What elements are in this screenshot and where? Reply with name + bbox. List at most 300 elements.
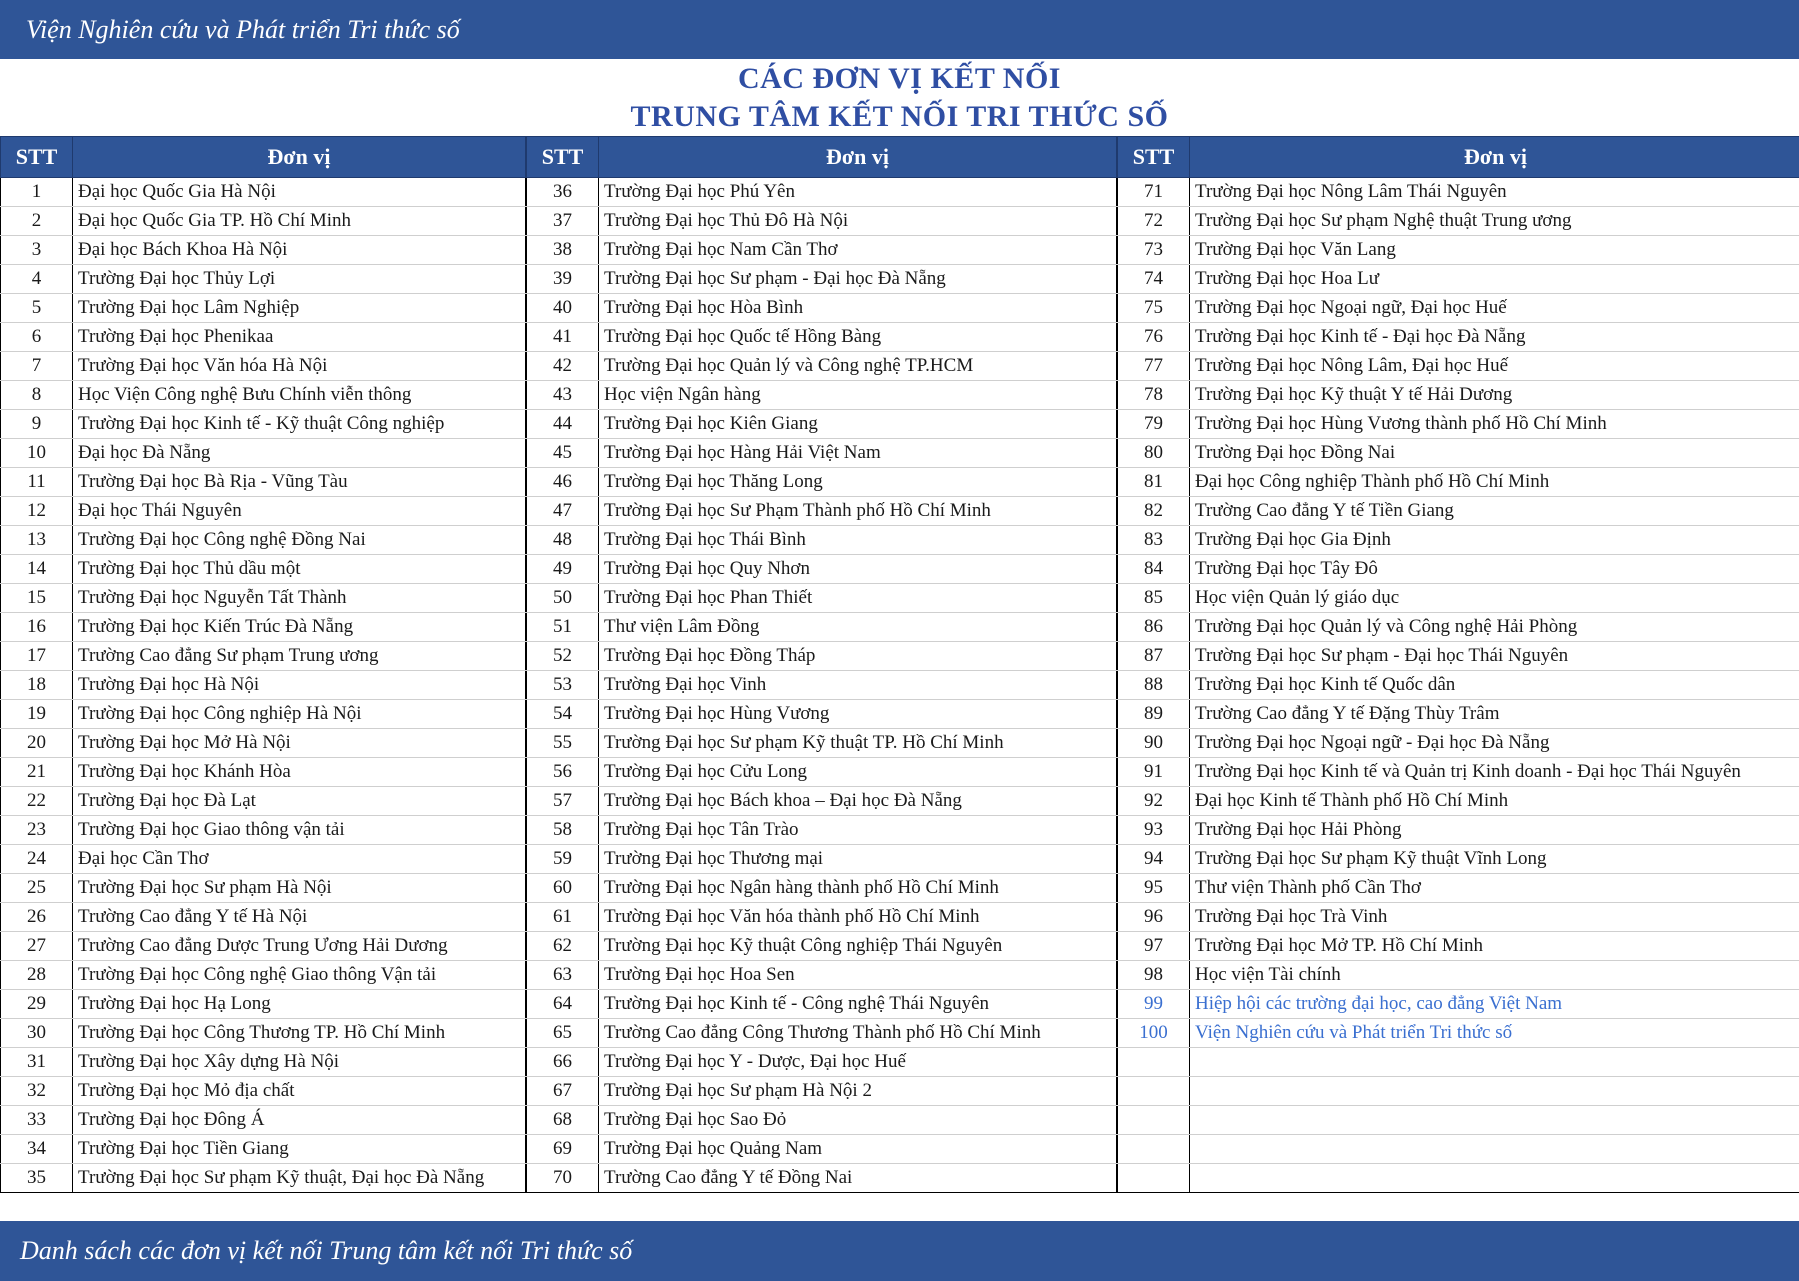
bottom-banner <box>0 1221 1799 1281</box>
table-row <box>527 1135 1117 1164</box>
row-stt: 51 <box>527 613 599 642</box>
row-unit-name: Trường Đại học Hùng Vương thành phố Hồ Chí Minh <box>1190 410 1799 439</box>
row-unit-name: Trường Đại học Nông Lâm Thái Nguyên <box>1190 178 1799 207</box>
table-row <box>1 1019 526 1048</box>
row-stt: 54 <box>527 700 599 729</box>
row-unit-name: Học viện Ngân hàng <box>599 381 1117 410</box>
table-row <box>527 1077 1117 1106</box>
row-stt: 70 <box>527 1164 599 1193</box>
table-row <box>1 381 526 410</box>
page-title-line1: CÁC ĐƠN VỊ KẾT NỐI <box>738 62 1061 95</box>
row-stt: 93 <box>1118 816 1190 845</box>
table-row <box>1 845 526 874</box>
table-row <box>1 439 526 468</box>
table-row <box>527 1106 1117 1135</box>
row-stt: 92 <box>1118 787 1190 816</box>
table-row <box>1118 468 1799 497</box>
row-unit-name: Trường Đại học Kiên Giang <box>599 410 1117 439</box>
row-stt: 49 <box>527 555 599 584</box>
row-unit-name: Trường Đại học Quy Nhơn <box>599 555 1117 584</box>
table-row <box>1118 439 1799 468</box>
row-unit-name: Đại học Kinh tế Thành phố Hồ Chí Minh <box>1190 787 1799 816</box>
row-stt: 4 <box>1 265 73 294</box>
row-unit-name: Trường Đại học Lâm Nghiệp <box>73 294 526 323</box>
row-stt <box>1118 1106 1190 1135</box>
row-unit-name: Trường Đại học Trà Vinh <box>1190 903 1799 932</box>
unit-header: Đơn vị <box>599 137 1117 178</box>
row-stt: 100 <box>1118 1019 1190 1048</box>
table-row <box>1 410 526 439</box>
row-unit-name: Trường Đại học Cửu Long <box>599 758 1117 787</box>
row-stt: 81 <box>1118 468 1190 497</box>
table-row <box>1 642 526 671</box>
row-stt: 11 <box>1 468 73 497</box>
row-unit-name: Trường Cao đẳng Y tế Đồng Nai <box>599 1164 1117 1193</box>
table-row <box>527 1019 1117 1048</box>
row-stt: 21 <box>1 758 73 787</box>
stt-header: STT <box>1118 137 1190 178</box>
row-stt: 33 <box>1 1106 73 1135</box>
table-row <box>1 613 526 642</box>
row-unit-name: Trường Đại học Ngân hàng thành phố Hồ Chí Minh <box>599 874 1117 903</box>
row-unit-name: Trường Đại học Quốc tế Hồng Bàng <box>599 323 1117 352</box>
unit-header: Đơn vị <box>1190 137 1799 178</box>
row-unit-name: Trường Cao đẳng Y tế Đặng Thùy Trâm <box>1190 700 1799 729</box>
table-row <box>1 497 526 526</box>
row-stt: 73 <box>1118 236 1190 265</box>
row-unit-name: Trường Đại học Kinh tế Quốc dân <box>1190 671 1799 700</box>
row-unit-name: Trường Đại học Nguyễn Tất Thành <box>73 584 526 613</box>
row-stt: 59 <box>527 845 599 874</box>
row-stt: 74 <box>1118 265 1190 294</box>
row-stt: 30 <box>1 1019 73 1048</box>
row-stt: 82 <box>1118 497 1190 526</box>
row-unit-name: Trường Đại học Mở TP. Hồ Chí Minh <box>1190 932 1799 961</box>
row-stt: 7 <box>1 352 73 381</box>
table-row <box>1118 903 1799 932</box>
row-stt: 55 <box>527 729 599 758</box>
row-stt: 69 <box>527 1135 599 1164</box>
row-unit-name: Thư viện Lâm Đồng <box>599 613 1117 642</box>
row-stt: 26 <box>1 903 73 932</box>
table-row <box>1118 526 1799 555</box>
row-unit-name: Đại học Thái Nguyên <box>73 497 526 526</box>
units-table-area <box>0 136 1799 1193</box>
table-row <box>1118 932 1799 961</box>
row-stt: 76 <box>1118 323 1190 352</box>
row-unit-name: Trường Đại học Sư phạm Nghệ thuật Trung ương <box>1190 207 1799 236</box>
table-row <box>1118 1077 1799 1106</box>
row-unit-name: Trường Đại học Ngoại ngữ, Đại học Huế <box>1190 294 1799 323</box>
table-row <box>527 671 1117 700</box>
row-stt: 86 <box>1118 613 1190 642</box>
row-stt: 9 <box>1 410 73 439</box>
row-unit-name: Trường Đại học Nam Cần Thơ <box>599 236 1117 265</box>
table-row <box>1 816 526 845</box>
row-unit-name: Trường Đại học Hà Nội <box>73 671 526 700</box>
row-stt: 96 <box>1118 903 1190 932</box>
row-unit-name: Trường Đại học Nông Lâm, Đại học Huế <box>1190 352 1799 381</box>
table-row <box>1118 410 1799 439</box>
row-unit-name: Đại học Bách Khoa Hà Nội <box>73 236 526 265</box>
stt-header: STT <box>527 137 599 178</box>
row-unit-name: Trường Đại học Quản lý và Công nghệ Hải Phòng <box>1190 613 1799 642</box>
row-stt: 68 <box>527 1106 599 1135</box>
table-row <box>1 294 526 323</box>
table-row <box>527 903 1117 932</box>
row-unit-name: Trường Cao đẳng Y tế Hà Nội <box>73 903 526 932</box>
table-row <box>527 729 1117 758</box>
row-stt <box>1118 1048 1190 1077</box>
row-stt: 47 <box>527 497 599 526</box>
row-unit-name: Trường Đại học Kinh tế - Công nghệ Thái Nguyên <box>599 990 1117 1019</box>
row-unit-name <box>1190 1135 1799 1164</box>
row-unit-name: Trường Đại học Bách khoa – Đại học Đà Nẵng <box>599 787 1117 816</box>
row-stt: 14 <box>1 555 73 584</box>
row-unit-name: Trường Đại học Giao thông vận tải <box>73 816 526 845</box>
table-row <box>1 555 526 584</box>
table-row <box>1118 642 1799 671</box>
table-row <box>527 410 1117 439</box>
row-unit-name: Trường Đại học Kinh tế - Đại học Đà Nẵng <box>1190 323 1799 352</box>
row-unit-name: Hiệp hội các trường đại học, cao đẳng Việt Nam <box>1190 990 1799 1019</box>
table-row <box>1118 845 1799 874</box>
table-row <box>1 468 526 497</box>
row-unit-name: Trường Đại học Sư phạm Kỹ thuật, Đại học Đà Nẵng <box>73 1164 526 1193</box>
table-row <box>527 1164 1117 1193</box>
row-unit-name: Trường Đại học Thái Bình <box>599 526 1117 555</box>
row-unit-name: Trường Đại học Sư phạm Kỹ thuật Vĩnh Long <box>1190 845 1799 874</box>
row-unit-name: Trường Đại học Mở Hà Nội <box>73 729 526 758</box>
row-unit-name: Đại học Công nghiệp Thành phố Hồ Chí Minh <box>1190 468 1799 497</box>
row-unit-name <box>1190 1106 1799 1135</box>
table-row <box>527 236 1117 265</box>
row-stt: 91 <box>1118 758 1190 787</box>
row-unit-name: Trường Đại học Quảng Nam <box>599 1135 1117 1164</box>
row-stt: 20 <box>1 729 73 758</box>
table-row <box>1 932 526 961</box>
row-stt: 39 <box>527 265 599 294</box>
row-stt: 50 <box>527 584 599 613</box>
table-row <box>1118 758 1799 787</box>
row-unit-name <box>1190 1164 1799 1193</box>
table-row <box>1118 178 1799 207</box>
table-row <box>527 787 1117 816</box>
row-unit-name: Trường Đại học Hòa Bình <box>599 294 1117 323</box>
row-unit-name: Trường Đại học Sư phạm Hà Nội 2 <box>599 1077 1117 1106</box>
table-row <box>1118 613 1799 642</box>
row-unit-name: Trường Đại học Vinh <box>599 671 1117 700</box>
row-stt: 53 <box>527 671 599 700</box>
row-stt: 29 <box>1 990 73 1019</box>
row-unit-name: Trường Đại học Y - Dược, Đại học Huế <box>599 1048 1117 1077</box>
row-unit-name: Trường Đại học Mỏ địa chất <box>73 1077 526 1106</box>
row-stt: 27 <box>1 932 73 961</box>
table-row <box>1118 816 1799 845</box>
row-stt: 83 <box>1118 526 1190 555</box>
row-stt <box>1118 1135 1190 1164</box>
table-row <box>527 439 1117 468</box>
table-row <box>1118 671 1799 700</box>
table-row <box>1118 787 1799 816</box>
row-stt: 98 <box>1118 961 1190 990</box>
row-stt: 36 <box>527 178 599 207</box>
row-unit-name: Trường Đại học Sư phạm Kỹ thuật TP. Hồ Chí Minh <box>599 729 1117 758</box>
table-row <box>1118 1135 1799 1164</box>
table-row <box>1118 555 1799 584</box>
row-unit-name: Trường Đại học Sư Phạm Thành phố Hồ Chí Minh <box>599 497 1117 526</box>
row-stt: 17 <box>1 642 73 671</box>
row-stt: 19 <box>1 700 73 729</box>
top-banner <box>0 0 1799 59</box>
row-stt: 95 <box>1118 874 1190 903</box>
row-stt: 46 <box>527 468 599 497</box>
row-unit-name: Trường Đại học Khánh Hòa <box>73 758 526 787</box>
row-stt: 5 <box>1 294 73 323</box>
row-unit-name: Trường Đại học Công Thương TP. Hồ Chí Minh <box>73 1019 526 1048</box>
row-stt: 89 <box>1118 700 1190 729</box>
table-row <box>527 265 1117 294</box>
row-stt: 10 <box>1 439 73 468</box>
table-row <box>1118 729 1799 758</box>
row-stt: 63 <box>527 961 599 990</box>
row-unit-name: Trường Đại học Đông Á <box>73 1106 526 1135</box>
row-unit-name <box>1190 1077 1799 1106</box>
table-row <box>1118 584 1799 613</box>
table-row <box>1118 874 1799 903</box>
table-row <box>527 932 1117 961</box>
row-stt: 57 <box>527 787 599 816</box>
row-unit-name: Trường Đại học Sư phạm Hà Nội <box>73 874 526 903</box>
table-row <box>527 497 1117 526</box>
row-unit-name: Trường Đại học Thương mại <box>599 845 1117 874</box>
table-row <box>1 352 526 381</box>
row-stt: 79 <box>1118 410 1190 439</box>
row-unit-name: Trường Đại học Sao Đỏ <box>599 1106 1117 1135</box>
row-stt: 87 <box>1118 642 1190 671</box>
row-unit-name: Học Viện Công nghệ Bưu Chính viễn thông <box>73 381 526 410</box>
row-unit-name: Trường Cao đẳng Dược Trung Ương Hải Dương <box>73 932 526 961</box>
row-unit-name: Trường Đại học Quản lý và Công nghệ TP.HCM <box>599 352 1117 381</box>
row-stt: 16 <box>1 613 73 642</box>
row-unit-name: Trường Cao đẳng Sư phạm Trung ương <box>73 642 526 671</box>
table-row <box>1118 294 1799 323</box>
row-unit-name: Trường Đại học Thăng Long <box>599 468 1117 497</box>
row-unit-name: Trường Đại học Đồng Nai <box>1190 439 1799 468</box>
row-unit-name: Trường Đại học Sư phạm - Đại học Thái Nguyên <box>1190 642 1799 671</box>
row-stt: 22 <box>1 787 73 816</box>
table-row <box>1 1048 526 1077</box>
row-unit-name: Trường Cao đẳng Công Thương Thành phố Hồ Chí Minh <box>599 1019 1117 1048</box>
org-name: Viện Nghiên cứu và Phát triển Tri thức số <box>26 15 460 44</box>
table-row <box>1118 236 1799 265</box>
row-stt: 13 <box>1 526 73 555</box>
table-row <box>527 758 1117 787</box>
row-unit-name: Trường Đại học Tiền Giang <box>73 1135 526 1164</box>
row-unit-name: Trường Đại học Kỹ thuật Y tế Hải Dương <box>1190 381 1799 410</box>
table-row <box>527 526 1117 555</box>
row-stt: 24 <box>1 845 73 874</box>
row-unit-name: Đại học Cần Thơ <box>73 845 526 874</box>
table-row <box>1118 700 1799 729</box>
row-unit-name: Trường Đại học Hoa Lư <box>1190 265 1799 294</box>
table-row <box>1 1106 526 1135</box>
table-row <box>1 903 526 932</box>
table-row <box>527 352 1117 381</box>
table-row <box>1118 352 1799 381</box>
row-unit-name: Trường Đại học Kỹ thuật Công nghiệp Thái Nguyên <box>599 932 1117 961</box>
table-row <box>1118 961 1799 990</box>
footer-caption: Danh sách các đơn vị kết nối Trung tâm kết nối Tri thức số <box>20 1236 633 1265</box>
table-row <box>1 671 526 700</box>
units-table-col-3 <box>1117 136 1799 1193</box>
table-row <box>1118 381 1799 410</box>
row-stt: 28 <box>1 961 73 990</box>
row-unit-name: Trường Đại học Phan Thiết <box>599 584 1117 613</box>
row-stt: 85 <box>1118 584 1190 613</box>
table-row <box>527 294 1117 323</box>
table-row <box>527 468 1117 497</box>
row-unit-name: Trường Đại học Tân Trào <box>599 816 1117 845</box>
table-row <box>1 584 526 613</box>
row-stt <box>1118 1077 1190 1106</box>
table-row <box>1 961 526 990</box>
table-row <box>1 1135 526 1164</box>
row-stt <box>1118 1164 1190 1193</box>
row-unit-name: Đại học Đà Nẵng <box>73 439 526 468</box>
table-row <box>1118 990 1799 1019</box>
table-row <box>1 265 526 294</box>
row-stt: 62 <box>527 932 599 961</box>
row-unit-name: Trường Đại học Kiến Trúc Đà Nẵng <box>73 613 526 642</box>
table-row <box>1 700 526 729</box>
table-row <box>527 207 1117 236</box>
row-stt: 64 <box>527 990 599 1019</box>
row-stt: 66 <box>527 1048 599 1077</box>
row-stt: 6 <box>1 323 73 352</box>
row-stt: 12 <box>1 497 73 526</box>
row-unit-name: Trường Đại học Phú Yên <box>599 178 1117 207</box>
table-row <box>1118 207 1799 236</box>
table-row <box>527 700 1117 729</box>
row-stt: 34 <box>1 1135 73 1164</box>
row-unit-name: Trường Đại học Phenikaa <box>73 323 526 352</box>
row-stt: 40 <box>527 294 599 323</box>
table-row <box>527 874 1117 903</box>
table-row <box>1 874 526 903</box>
table-row <box>527 381 1117 410</box>
table-row <box>1 236 526 265</box>
table-row <box>527 1048 1117 1077</box>
row-unit-name: Trường Đại học Văn hóa thành phố Hồ Chí Minh <box>599 903 1117 932</box>
row-stt: 60 <box>527 874 599 903</box>
row-unit-name <box>1190 1048 1799 1077</box>
row-unit-name: Trường Đại học Công nghệ Giao thông Vận tải <box>73 961 526 990</box>
row-stt: 35 <box>1 1164 73 1193</box>
table-row <box>527 555 1117 584</box>
row-stt: 94 <box>1118 845 1190 874</box>
table-row <box>1118 323 1799 352</box>
row-unit-name: Trường Đại học Công nghiệp Hà Nội <box>73 700 526 729</box>
row-stt: 90 <box>1118 729 1190 758</box>
table-row <box>1118 497 1799 526</box>
row-stt: 32 <box>1 1077 73 1106</box>
table-row <box>1 758 526 787</box>
row-unit-name: Trường Đại học Kinh tế và Quản trị Kinh doanh - Đại học Thái Nguyên <box>1190 758 1799 787</box>
table-row <box>527 323 1117 352</box>
row-stt: 72 <box>1118 207 1190 236</box>
row-unit-name: Học viện Tài chính <box>1190 961 1799 990</box>
row-stt: 67 <box>527 1077 599 1106</box>
row-unit-name: Trường Đại học Thủy Lợi <box>73 265 526 294</box>
table-row <box>1 729 526 758</box>
row-unit-name: Trường Đại học Thủ Đô Hà Nội <box>599 207 1117 236</box>
row-unit-name: Trường Đại học Văn hóa Hà Nội <box>73 352 526 381</box>
row-stt: 1 <box>1 178 73 207</box>
table-row <box>1 990 526 1019</box>
row-stt: 48 <box>527 526 599 555</box>
table-row <box>1118 1106 1799 1135</box>
table-row <box>1118 1019 1799 1048</box>
row-stt: 97 <box>1118 932 1190 961</box>
row-stt: 18 <box>1 671 73 700</box>
row-stt: 77 <box>1118 352 1190 381</box>
row-unit-name: Trường Đại học Tây Đô <box>1190 555 1799 584</box>
table-row <box>1 1077 526 1106</box>
row-unit-name: Trường Đại học Hàng Hải Việt Nam <box>599 439 1117 468</box>
row-unit-name: Trường Đại học Kinh tế - Kỹ thuật Công nghiệp <box>73 410 526 439</box>
row-unit-name: Trường Đại học Hoa Sen <box>599 961 1117 990</box>
row-stt: 44 <box>527 410 599 439</box>
row-unit-name: Trường Đại học Sư phạm - Đại học Đà Nẵng <box>599 265 1117 294</box>
table-row <box>527 990 1117 1019</box>
table-row <box>1118 265 1799 294</box>
table-row <box>527 961 1117 990</box>
row-stt: 23 <box>1 816 73 845</box>
row-stt: 3 <box>1 236 73 265</box>
row-stt: 37 <box>527 207 599 236</box>
row-unit-name: Trường Đại học Hạ Long <box>73 990 526 1019</box>
row-stt: 43 <box>527 381 599 410</box>
row-unit-name: Trường Đại học Gia Định <box>1190 526 1799 555</box>
row-stt: 65 <box>527 1019 599 1048</box>
row-unit-name: Trường Đại học Ngoại ngữ - Đại học Đà Nẵng <box>1190 729 1799 758</box>
row-stt: 84 <box>1118 555 1190 584</box>
table-row <box>1 526 526 555</box>
table-row <box>1118 1164 1799 1193</box>
row-stt: 88 <box>1118 671 1190 700</box>
table-row <box>527 816 1117 845</box>
row-unit-name: Trường Cao đẳng Y tế Tiền Giang <box>1190 497 1799 526</box>
row-unit-name: Đại học Quốc Gia Hà Nội <box>73 178 526 207</box>
row-stt: 56 <box>527 758 599 787</box>
row-stt: 78 <box>1118 381 1190 410</box>
table-row <box>527 178 1117 207</box>
row-unit-name: Học viện Quản lý giáo dục <box>1190 584 1799 613</box>
row-stt: 31 <box>1 1048 73 1077</box>
row-stt: 2 <box>1 207 73 236</box>
row-unit-name: Trường Đại học Thủ dầu một <box>73 555 526 584</box>
row-stt: 58 <box>527 816 599 845</box>
table-row <box>1118 1048 1799 1077</box>
row-unit-name: Đại học Quốc Gia TP. Hồ Chí Minh <box>73 207 526 236</box>
row-stt: 80 <box>1118 439 1190 468</box>
table-row <box>1 787 526 816</box>
row-unit-name: Viện Nghiên cứu và Phát triển Tri thức số <box>1190 1019 1799 1048</box>
row-stt: 45 <box>527 439 599 468</box>
row-unit-name: Trường Đại học Đà Lạt <box>73 787 526 816</box>
row-unit-name: Thư viện Thành phố Cần Thơ <box>1190 874 1799 903</box>
